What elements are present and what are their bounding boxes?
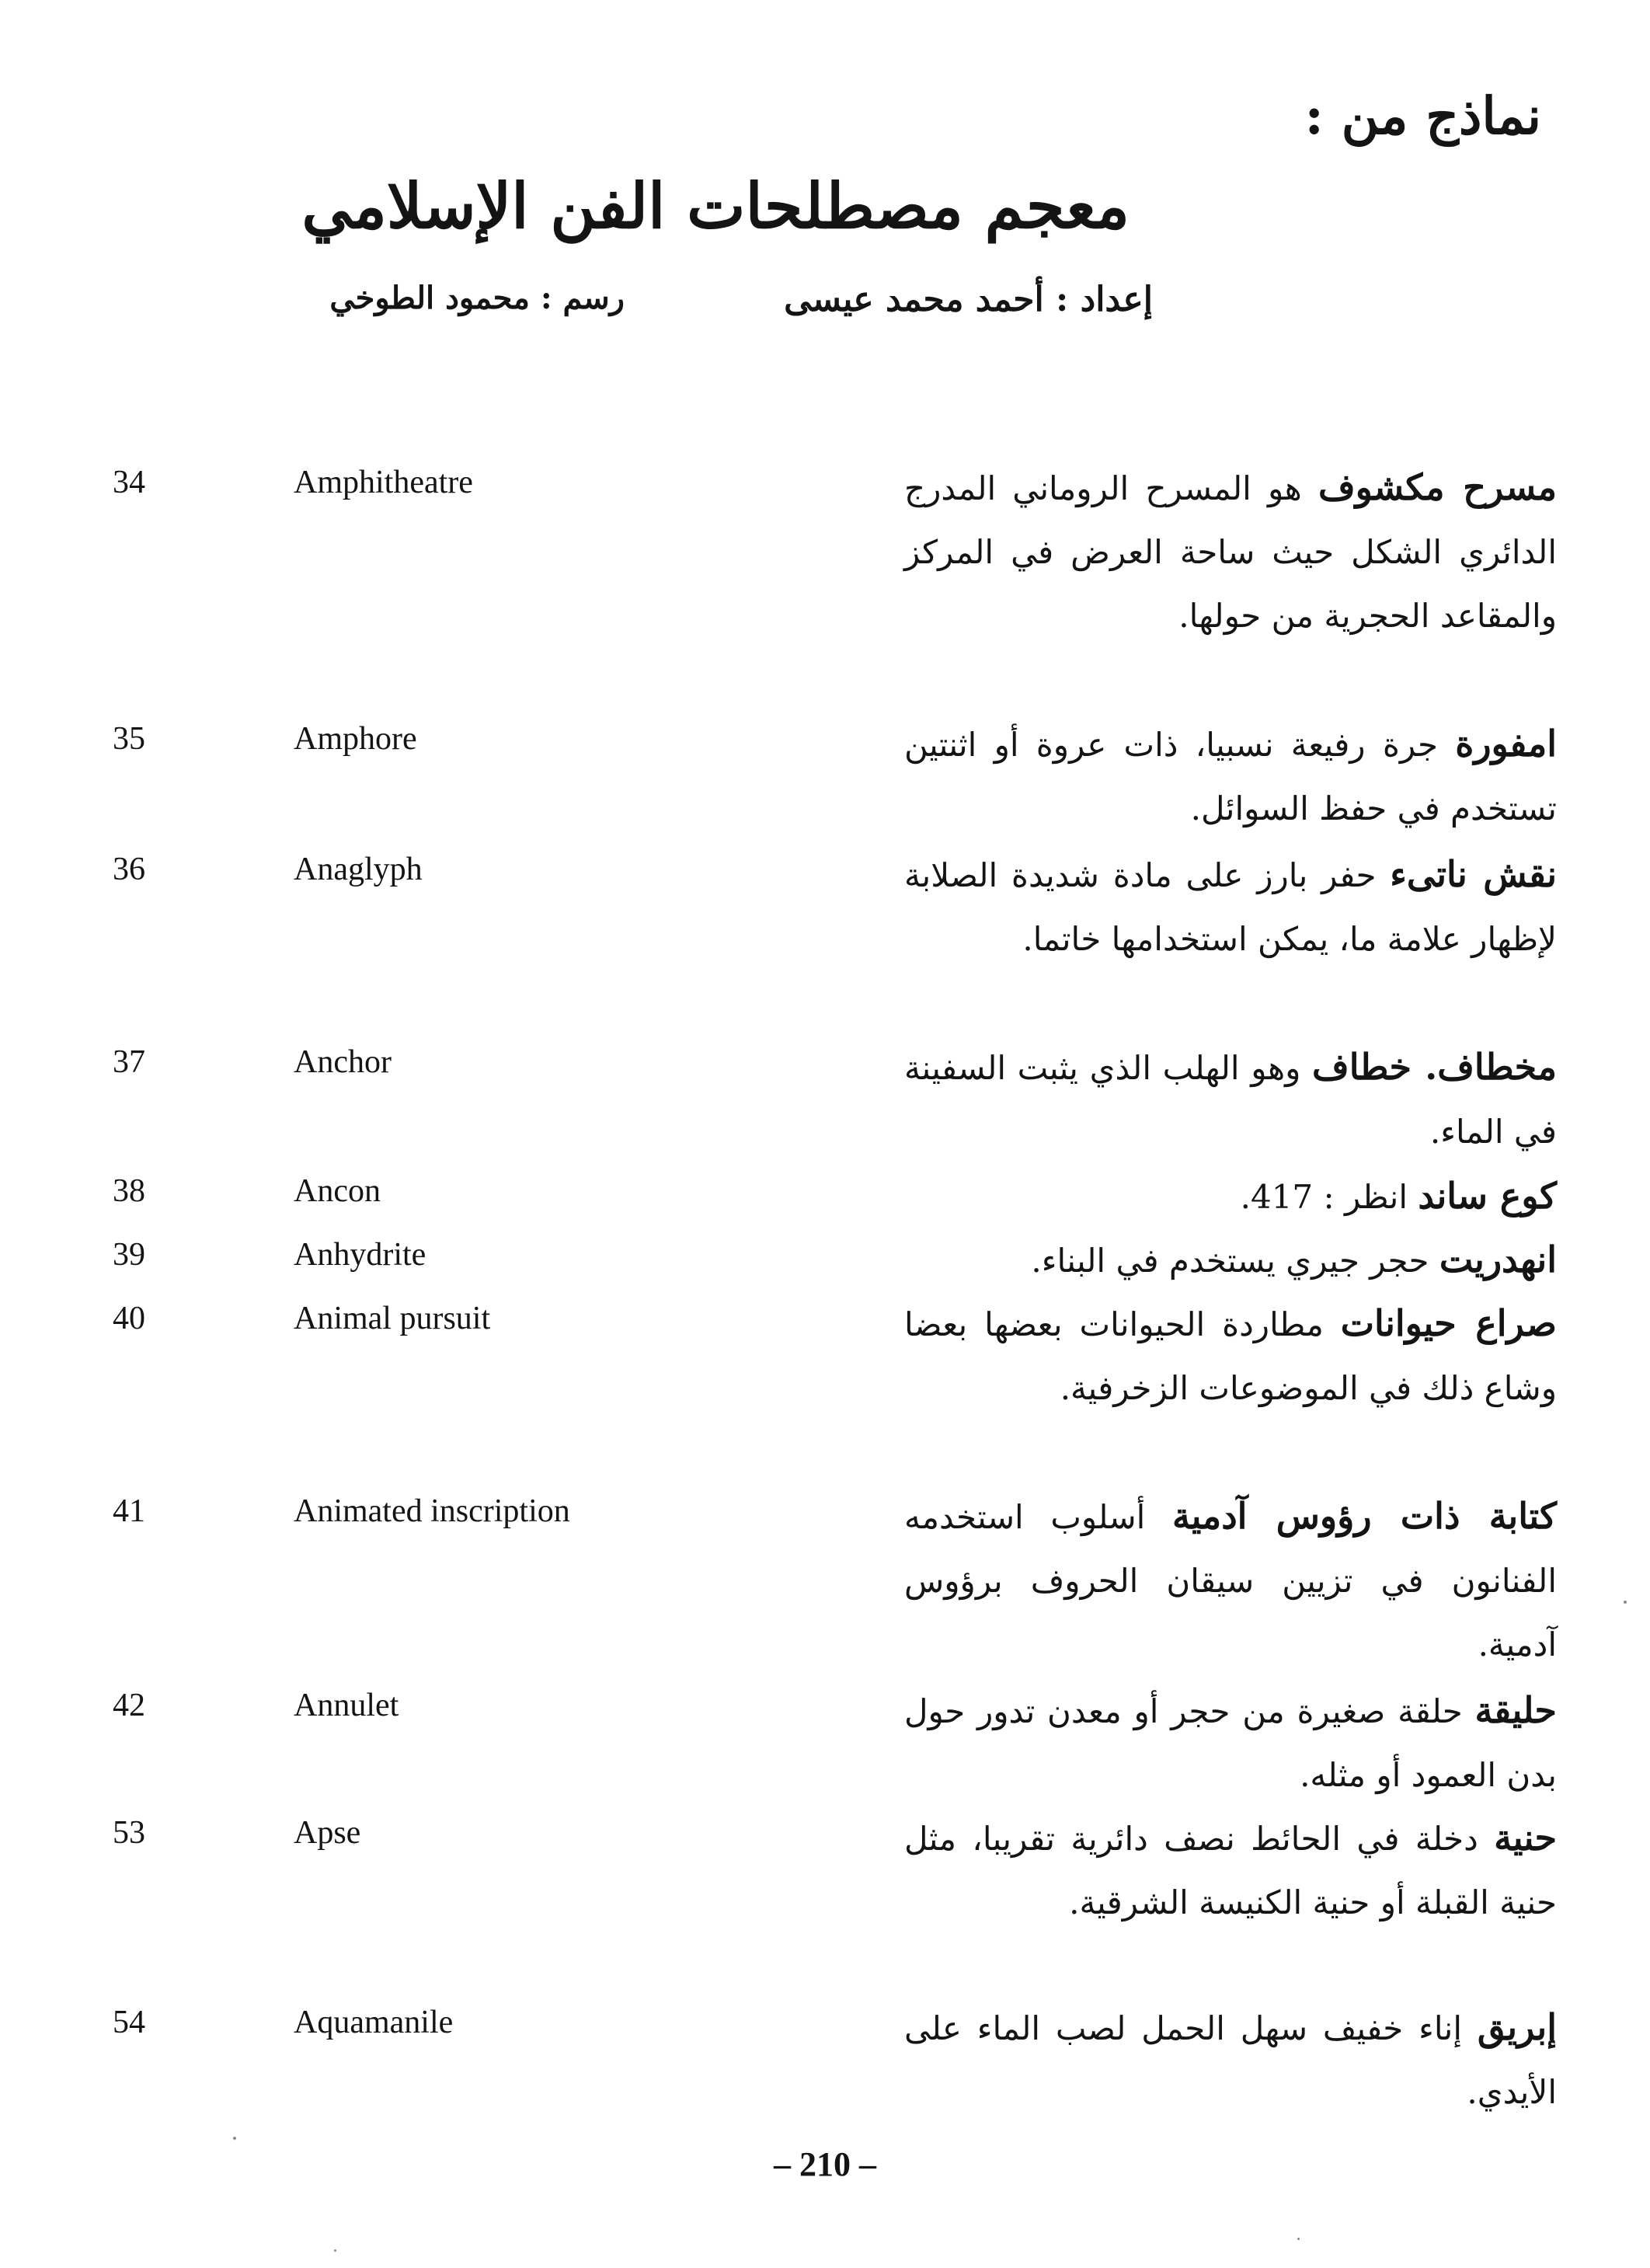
arabic-term: امفورة: [1455, 723, 1557, 765]
definition-text: حفر بارز على مادة شديدة الصلابة لإظهار علامة ما، يمكن استخدامها خاتما.: [904, 856, 1557, 958]
scan-speck: [1297, 2238, 1300, 2240]
english-term: Animal pursuit: [294, 1301, 491, 1336]
page-number: – 210 –: [774, 2145, 876, 2183]
entry-number: 42: [113, 1688, 145, 1723]
arabic-definition: [904, 1484, 1557, 1677]
entry-number: 37: [113, 1044, 145, 1080]
arabic-definition: [904, 1678, 1557, 1807]
section-heading: نماذج من :: [1304, 85, 1541, 146]
arabic-definition: [904, 1164, 1557, 1229]
arabic-definition: [904, 1035, 1557, 1164]
english-term: Annulet: [294, 1688, 399, 1723]
english-term: Amphitheatre: [294, 465, 473, 500]
artist-credit: رسم : محمود الطوخي: [329, 280, 625, 316]
entry-number: 40: [113, 1301, 145, 1336]
english-term: Apse: [294, 1815, 361, 1851]
arabic-definition: [904, 842, 1557, 971]
arabic-definition: [904, 1995, 1557, 2124]
entry-number: 41: [113, 1493, 145, 1529]
arabic-definition: [904, 1291, 1557, 1420]
arabic-definition: [904, 455, 1557, 648]
entry-number: 39: [113, 1237, 145, 1273]
arabic-term: انهدريت: [1439, 1239, 1557, 1280]
arabic-term: حليقة: [1474, 1689, 1557, 1731]
definition-text: إناء خفيف سهل الحمل لصب الماء على الأيدي.: [904, 2009, 1557, 2111]
definition-text: حجر جيري يستخدم في البناء.: [1031, 1242, 1429, 1280]
arabic-definition: [904, 1806, 1557, 1935]
entry-number: 54: [113, 2005, 145, 2040]
arabic-term: صراع حيوانات: [1340, 1302, 1557, 1344]
definition-text: أسلوب استخدمه الفنانون في تزيين سيقان الحروف برؤوس آدمية.: [904, 1498, 1557, 1664]
entry-number: 53: [113, 1815, 145, 1851]
author-credit: إعداد : أحمد محمد عيسى: [784, 280, 1153, 319]
english-term: Ancon: [294, 1173, 381, 1209]
arabic-term: حنية: [1494, 1817, 1557, 1859]
arabic-definition: [904, 1228, 1557, 1293]
english-term: Anchor: [294, 1044, 392, 1080]
english-term: Aquamanile: [294, 2005, 454, 2040]
scan-speck: [334, 2249, 336, 2252]
arabic-definition: [904, 712, 1557, 841]
english-term: Anhydrite: [294, 1237, 426, 1273]
english-term: Amphore: [294, 721, 417, 757]
entry-number: 38: [113, 1173, 145, 1209]
arabic-term: كوع ساند: [1418, 1175, 1557, 1217]
definition-text: هو المسرح الروماني المدرج الدائري الشكل حيث ساحة العرض في المركز والمقاعد الحجرية من حولها.: [904, 469, 1557, 635]
english-term: Animated inscription: [294, 1493, 570, 1529]
definition-text: جرة رفيعة نسبيا، ذات عروة أو اثنتين تستخدم في حفظ السوائل.: [904, 726, 1557, 827]
definition-text: وهو الهلب الذي يثبت السفينة في الماء.: [904, 1049, 1557, 1151]
scan-speck: [233, 2137, 236, 2140]
arabic-term: مخطاف. خطاف: [1312, 1046, 1558, 1088]
entry-number: 36: [113, 852, 145, 887]
definition-text: مطاردة الحيوانات بعضها بعضا وشاع ذلك في الموضوعات الزخرفية.: [904, 1305, 1557, 1407]
definition-text: دخلة في الحائط نصف دائرية تقريبا، مثل حنية القبلة أو حنية الكنيسة الشرقية.: [904, 1820, 1557, 1921]
entry-number: 35: [113, 721, 145, 757]
scan-speck: [1624, 1601, 1627, 1604]
arabic-term: نقش ناتىء: [1390, 853, 1558, 895]
arabic-term: إبريق: [1477, 2006, 1557, 2048]
definition-text: انظر : 417.: [1240, 1178, 1408, 1216]
arabic-term: كتابة ذات رؤوس آدمية: [1172, 1495, 1558, 1537]
dictionary-title: معجم مصطلحات الفن الإسلامي: [301, 169, 1130, 242]
arabic-term: مسرح مكشوف: [1318, 466, 1557, 508]
definition-text: حلقة صغيرة من حجر أو معدن تدور حول بدن العمود أو مثله.: [904, 1692, 1557, 1794]
entry-number: 34: [113, 465, 145, 500]
english-term: Anaglyph: [294, 852, 423, 887]
